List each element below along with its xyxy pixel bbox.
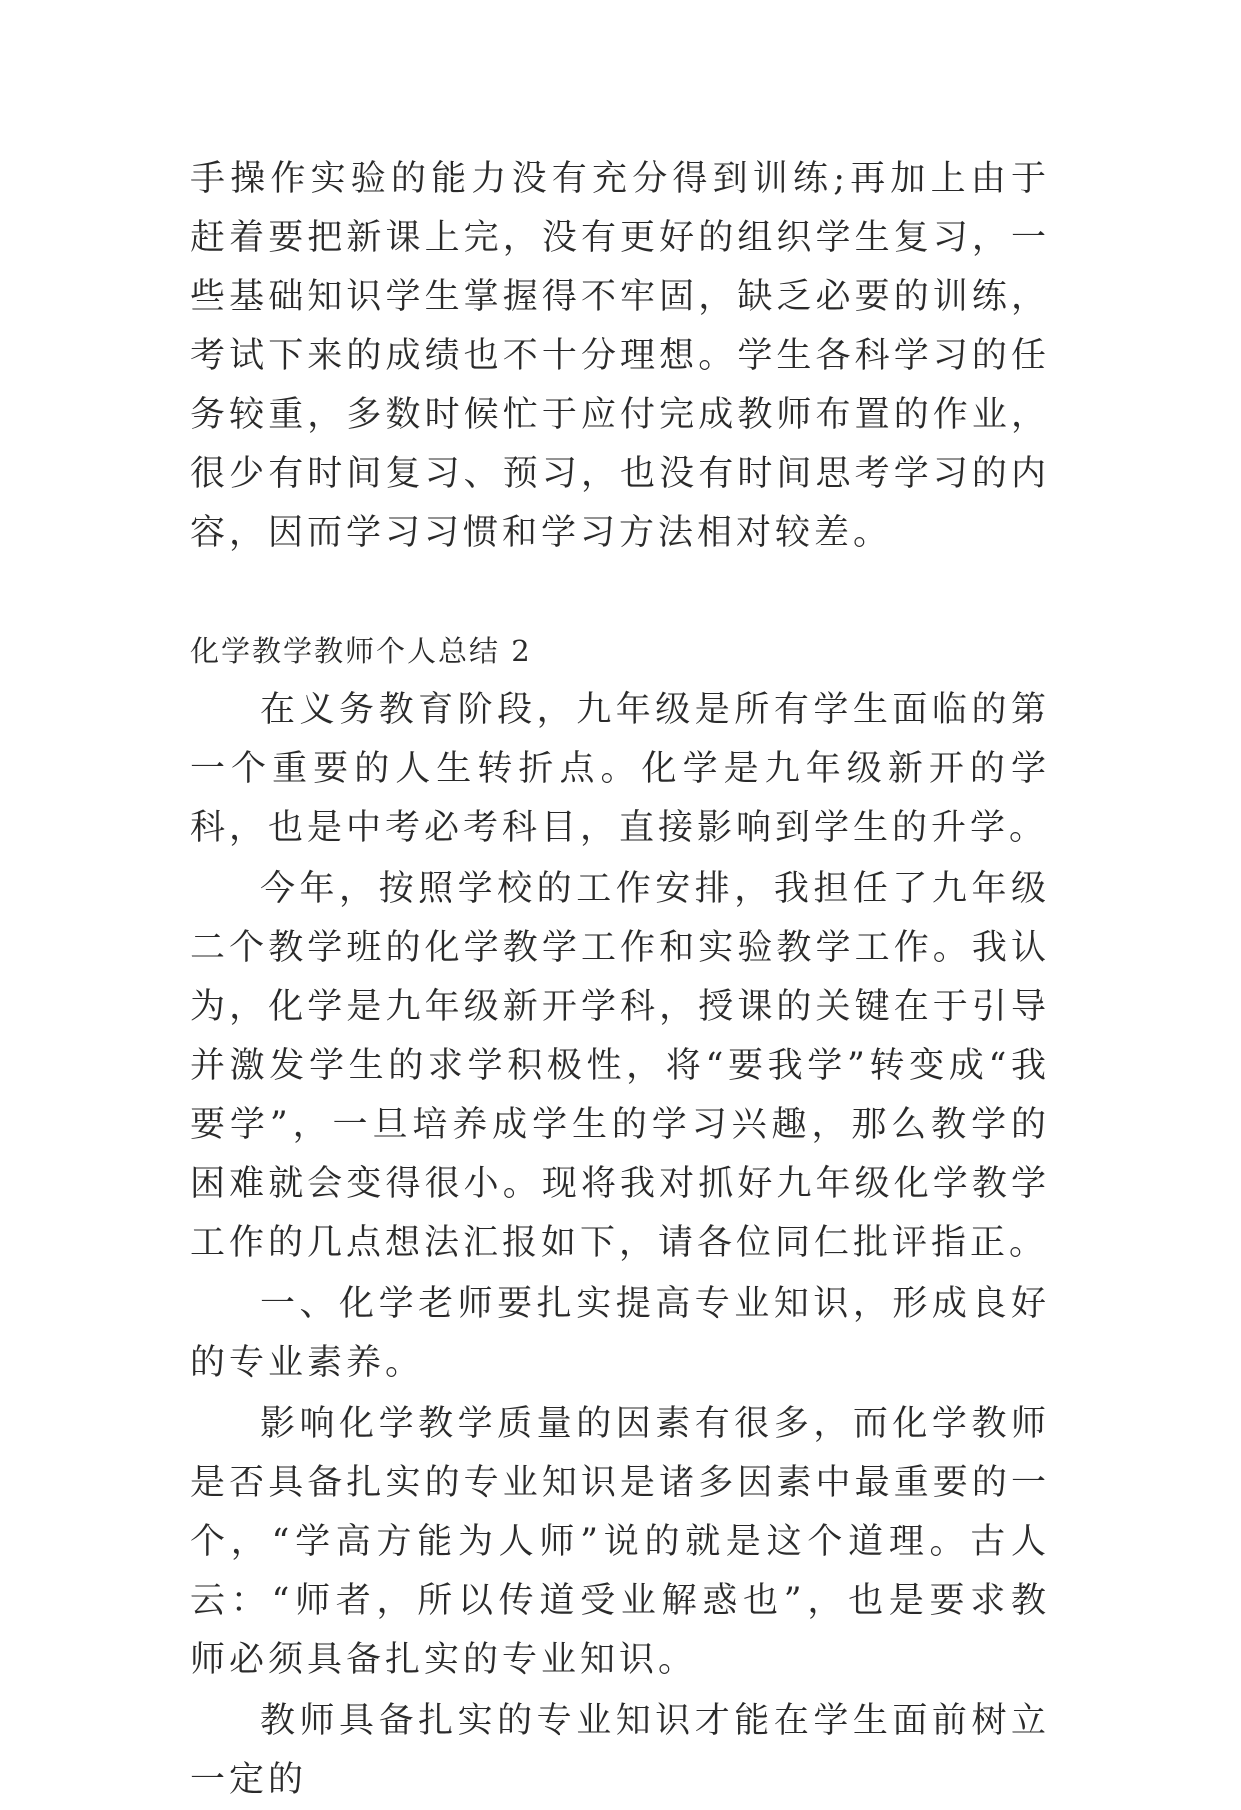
body-paragraph: 在义务教育阶段，九年级是所有学生面临的第一个重要的人生转折点。化学是九年级新开的学科，也是中考必考科目，直接影响到学生的升学。	[190, 690, 1050, 848]
section-subheading: 一、化学老师要扎实提高专业知识，形成良好的专业素养。	[190, 1284, 1050, 1383]
body-paragraph: 教师具备扎实的专业知识才能在学生面前树立一定的	[190, 1701, 1050, 1800]
body-paragraph: 影响化学教学质量的因素有很多，而化学教师是否具备扎实的专业知识是诸多因素中最重要的一个，“学高方能为人师”说的就是这个道理。古人云：“师者，所以传道受业解惑也”，也是要求教师必须具备扎实的专业知识。	[190, 1404, 1050, 1680]
body-paragraph: 今年，按照学校的工作安排，我担任了九年级二个教学班的化学教学工作和实验教学工作。我认为，化学是九年级新开学科，授课的关键在于引导并激发学生的求学积极性，将“要我学”转变成“我要学”，一旦培养成学生的学习兴趣，那么教学的困难就会变得很小。现将我对抓好九年级化学教学工作的几点想法汇报如下，请各位同仁批评指正。	[190, 869, 1050, 1263]
section-title: 化学教学教师个人总结 2	[190, 634, 532, 668]
body-paragraph: 手操作实验的能力没有充分得到训练;再加上由于赶着要把新课上完，没有更好的组织学生复习，一些基础知识学生掌握得不牢固，缺乏必要的训练，考试下来的成绩也不十分理想。学生各科学习的任务较重，多数时候忙于应付完成教师布置的作业，很少有时间复习、预习，也没有时间思考学习的内容，因而学习习惯和学习方法相对较差。	[190, 159, 1050, 553]
document-page	[190, 150, 1050, 1810]
